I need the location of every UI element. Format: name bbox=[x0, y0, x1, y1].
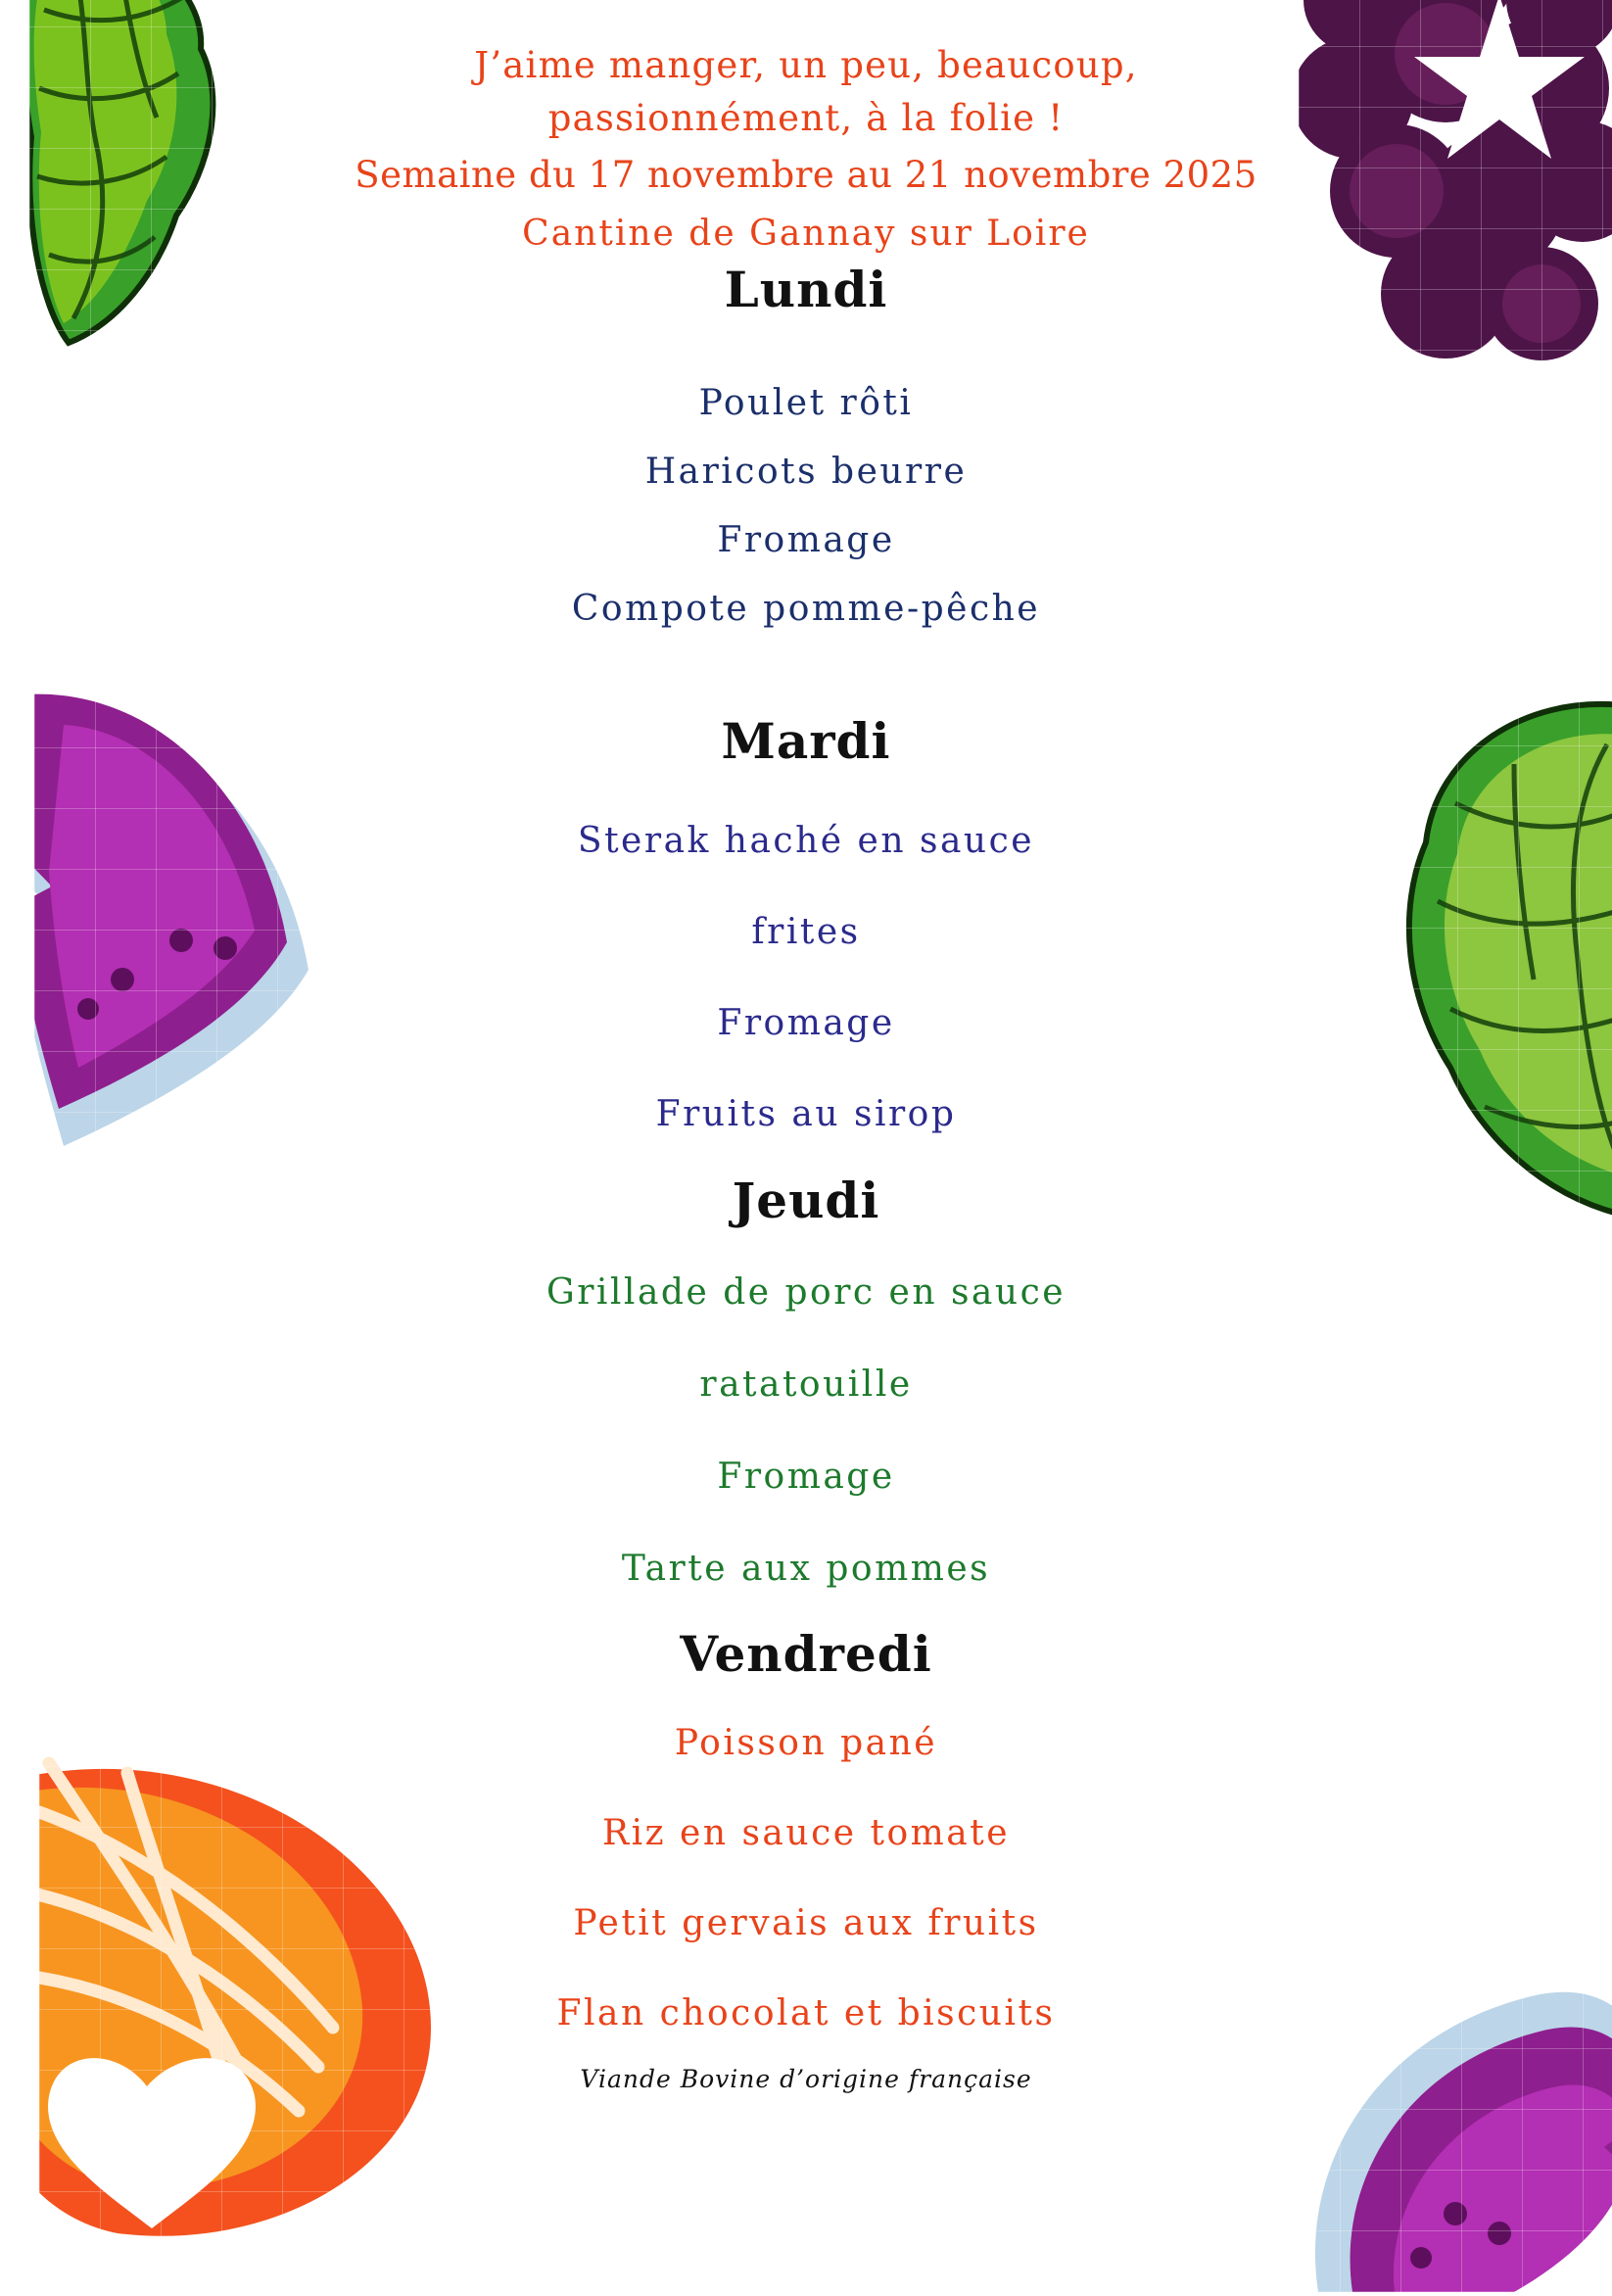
header-line-2: passionnément, à la folie ! bbox=[547, 97, 1065, 139]
footnote-beef-origin: Viande Bovine d’origine française bbox=[580, 2065, 1032, 2093]
day-title-lundi: Lundi bbox=[724, 261, 888, 318]
day-section-vendredi bbox=[0, 1625, 1612, 2059]
day-section-jeudi bbox=[0, 1172, 1612, 1615]
header-week-range: Semaine du 17 novembre au 21 novembre 2025 bbox=[355, 154, 1257, 196]
dish-item: Petit gervais aux fruits bbox=[573, 1903, 1039, 1943]
day-section-mardi bbox=[0, 712, 1612, 1160]
dish-item: Flan chocolat et biscuits bbox=[556, 1993, 1056, 2033]
dish-item: Tarte aux pommes bbox=[621, 1549, 991, 1589]
dish-item: Fromage bbox=[717, 520, 895, 560]
dish-item: Poisson pané bbox=[674, 1723, 938, 1763]
dish-item: Fromage bbox=[717, 1003, 895, 1043]
day-title-mardi: Mardi bbox=[721, 712, 891, 770]
dish-item: Compote pomme-pêche bbox=[571, 589, 1041, 629]
dish-list-mardi bbox=[0, 795, 1612, 1160]
dish-item: Haricots beurre bbox=[644, 452, 968, 492]
dish-item: Grillade de porc en sauce bbox=[545, 1272, 1067, 1313]
day-title-vendredi: Vendredi bbox=[680, 1625, 932, 1683]
dish-list-vendredi bbox=[0, 1698, 1612, 2059]
header-line-1: J’aime manger, un peu, beaucoup, bbox=[474, 44, 1138, 86]
dish-item: Fruits au sirop bbox=[655, 1094, 957, 1134]
dish-list-lundi bbox=[0, 369, 1612, 644]
menu-header bbox=[0, 0, 1612, 263]
dish-item: Fromage bbox=[717, 1457, 895, 1497]
dish-item: Sterak haché en sauce bbox=[577, 821, 1035, 861]
header-canteen-name: Cantine de Gannay sur Loire bbox=[522, 214, 1090, 254]
dish-item: Poulet rôti bbox=[698, 383, 914, 423]
day-title-jeudi: Jeudi bbox=[732, 1172, 880, 1229]
dish-item: Riz en sauce tomate bbox=[601, 1813, 1010, 1853]
dish-item: ratatouille bbox=[699, 1364, 913, 1405]
day-section-lundi bbox=[0, 261, 1612, 644]
dish-item: frites bbox=[751, 912, 861, 952]
dish-list-jeudi bbox=[0, 1247, 1612, 1615]
